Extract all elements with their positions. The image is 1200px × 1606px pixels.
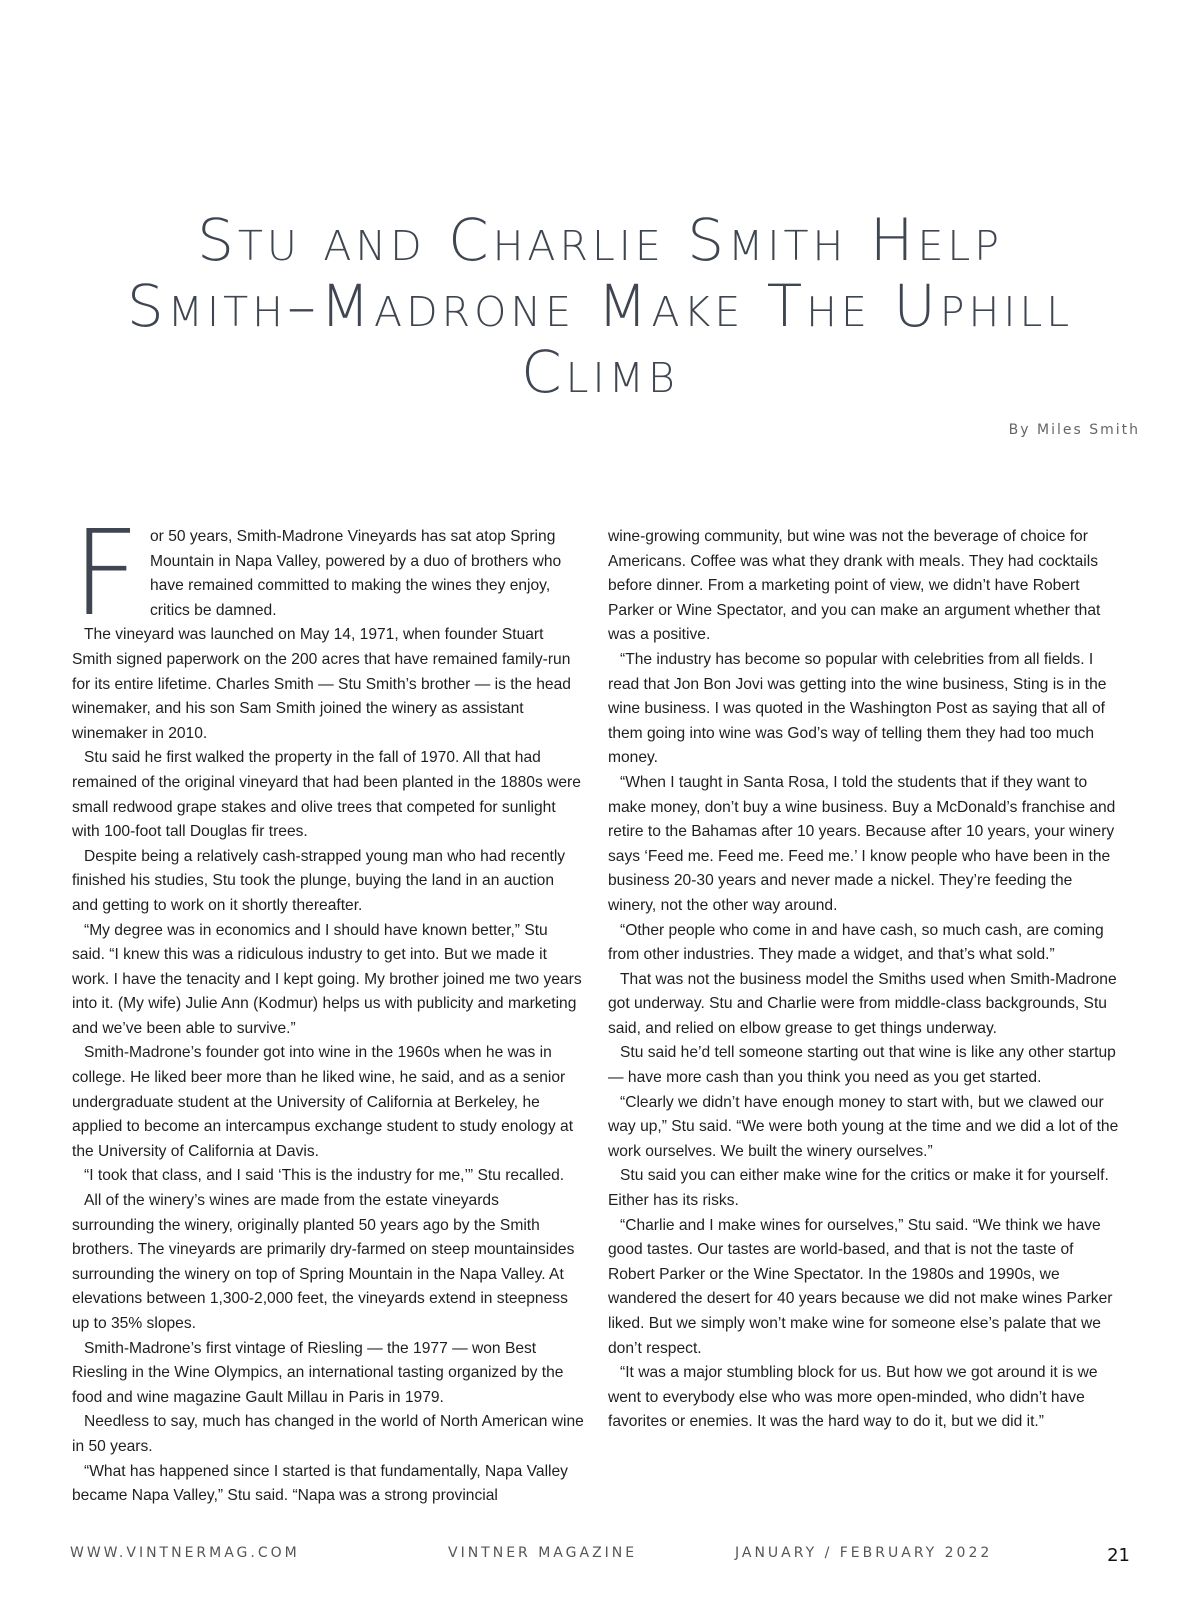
- paragraph: or 50 years, Smith-Madrone Vineyards has sat atop Spring Mountain in Napa Valley, powered by a duo of brothers who have remained committed to making the wines they enjoy, critics be damned.: [150, 528, 562, 619]
- paragraph: wine-growing community, but wine was not the beverage of choice for Americans. Coffee was what they drank with meals. They had cocktails before dinner. From a marketing point of view, we didn’t have Robert Parker or Wine Spectator, and you can make an argument whether that was a positive.: [608, 528, 1101, 644]
- paragraph: That was not the business model the Smiths used when Smith-Madrone got underway. Stu and Charlie were from middle-class backgrounds, Stu said, and relied on elbow grease to get things underway.: [608, 970, 1117, 1037]
- footer-website: WWW.VINTNERMAG.COM: [70, 1545, 300, 1561]
- paragraph: “Clearly we didn’t have enough money to start with, but we clawed our way up,” Stu said. “We were both young at the time and we did a lot of the work ourselves. We built the winery ourselves.”: [608, 1093, 1119, 1160]
- paragraph: “I took that class, and I said ‘This is the industry for me,’” Stu recalled.: [84, 1167, 565, 1185]
- page-number: 21: [1107, 1545, 1130, 1566]
- paragraph: The vineyard was launched on May 14, 1971, when founder Stuart Smith signed paperwork on the 200 acres that have remained family-run for its entire lifetime. Charles Smith — Stu Smith’s brother — is the head winemaker, and his son Sam Smith joined the winery as assistant winemaker in 2010.: [72, 626, 571, 742]
- paragraph: “What has happened since I started is that fundamentally, Napa Valley became Napa Valley,” Stu said. “Napa was a strong provincial: [72, 1462, 568, 1505]
- paragraph: “My degree was in economics and I should have known better,” Stu said. “I knew this was a ridiculous industry to get into. But we made it work. I have the tenacity and I kept going. My brother joined me two years into it. (My wife) Julie Ann (Kodmur) helps us with publicity and marketing and we’ve been able to survive.”: [72, 921, 582, 1037]
- paragraph: “It was a major stumbling block for us. But how we got around it is we went to everybody else who was more open-minded, who didn’t have favorites or enemies. It was the hard way to do it, but we did it.”: [608, 1364, 1098, 1431]
- left-column: [72, 504, 584, 1509]
- paragraph: Stu said you can either make wine for the critics or make it for yourself. Either has its risks.: [608, 1167, 1109, 1210]
- paragraph: Stu said he’d tell someone starting out that wine is like any other startup — have more cash than you think you need as you get started.: [608, 1044, 1116, 1087]
- title-line-3: Climb: [521, 337, 679, 406]
- footer-issue-date: JANUARY / FEBRUARY 2022: [735, 1545, 993, 1561]
- paragraph: Smith-Madrone’s first vintage of Riesling — the 1977 — won Best Riesling in the Wine Olympics, an international tasting organized by the food and wine magazine Gault Millau in Paris in 1979.: [72, 1339, 564, 1406]
- drop-cap: F: [72, 504, 140, 642]
- paragraph: Smith-Madrone’s founder got into wine in the 1960s when he was in college. He liked beer more than he liked wine, he said, and as a senior undergraduate student at the University of California at Berkeley, he applied to become an intercampus exchange student to study enology at the University of California at Davis.: [72, 1044, 574, 1160]
- byline: By Miles Smith: [1008, 422, 1140, 438]
- article-title: [60, 207, 1140, 405]
- paragraph: Stu said he first walked the property in the fall of 1970. All that had remained of the original vineyard that had been planted in the 1880s were small redwood grape stakes and olive trees that competed for sunlight with 100-foot tall Douglas fir trees.: [72, 749, 581, 841]
- paragraph: Needless to say, much has changed in the world of North American wine in 50 years.: [72, 1413, 584, 1455]
- paragraph: “The industry has become so popular with celebrities from all fields. I read that Jon Bon Jovi was getting into the wine business, Sting is in the wine business. I was quoted in the Washington Post as saying that all of them going into wine was God’s way of telling them they had too much money.: [608, 650, 1107, 767]
- paragraph: Despite being a relatively cash-strapped young man who had recently finished his studies, Stu took the plunge, buying the land in an auction and getting to work on it shortly thereafter.: [72, 847, 566, 914]
- paragraph: “When I taught in Santa Rosa, I told the students that if they want to make money, don’t buy a wine business. Buy a McDonald’s franchise and retire to the Bahamas after 10 years. Because after 10 years, your winery says ‘Feed me. Feed me. Feed me.’ I know people who have been in the business 20-30 years and never made a nickel. They’re feeding the winery, not the other way around.: [608, 773, 1116, 914]
- title-line-1: Stu and Charlie Smith Help: [197, 205, 1003, 274]
- paragraph: “Other people who come in and have cash, so much cash, are coming from other industries. They made a widget, and that’s what sold.”: [608, 921, 1104, 964]
- page-footer: [70, 1545, 1130, 1573]
- paragraph: “Charlie and I make wines for ourselves,” Stu said. “We think we have good tastes. Our tastes are world-based, and that is not the taste of Robert Parker or the Wine Spectator. In the 1980s and 1990s, we wandered the desert for 40 years because we did not make wines Parker liked. But we simply won’t make wine for someone else’s palate that we don’t respect.: [608, 1216, 1113, 1357]
- right-column: [608, 525, 1120, 1435]
- footer-magazine-name: VINTNER MAGAZINE: [448, 1545, 638, 1561]
- paragraph: All of the winery’s wines are made from the estate vineyards surrounding the winery, originally planted 50 years ago by the Smith brothers. The vineyards are primarily dry-farmed on steep mountainsides surrounding the winery on top of Spring Mountain in the Napa Valley. At elevations between 1,300-2,000 feet, the vineyards extend in steepness up to 35% slopes.: [72, 1192, 575, 1332]
- title-line-2: Smith–Madrone Make The Uphill: [126, 271, 1074, 340]
